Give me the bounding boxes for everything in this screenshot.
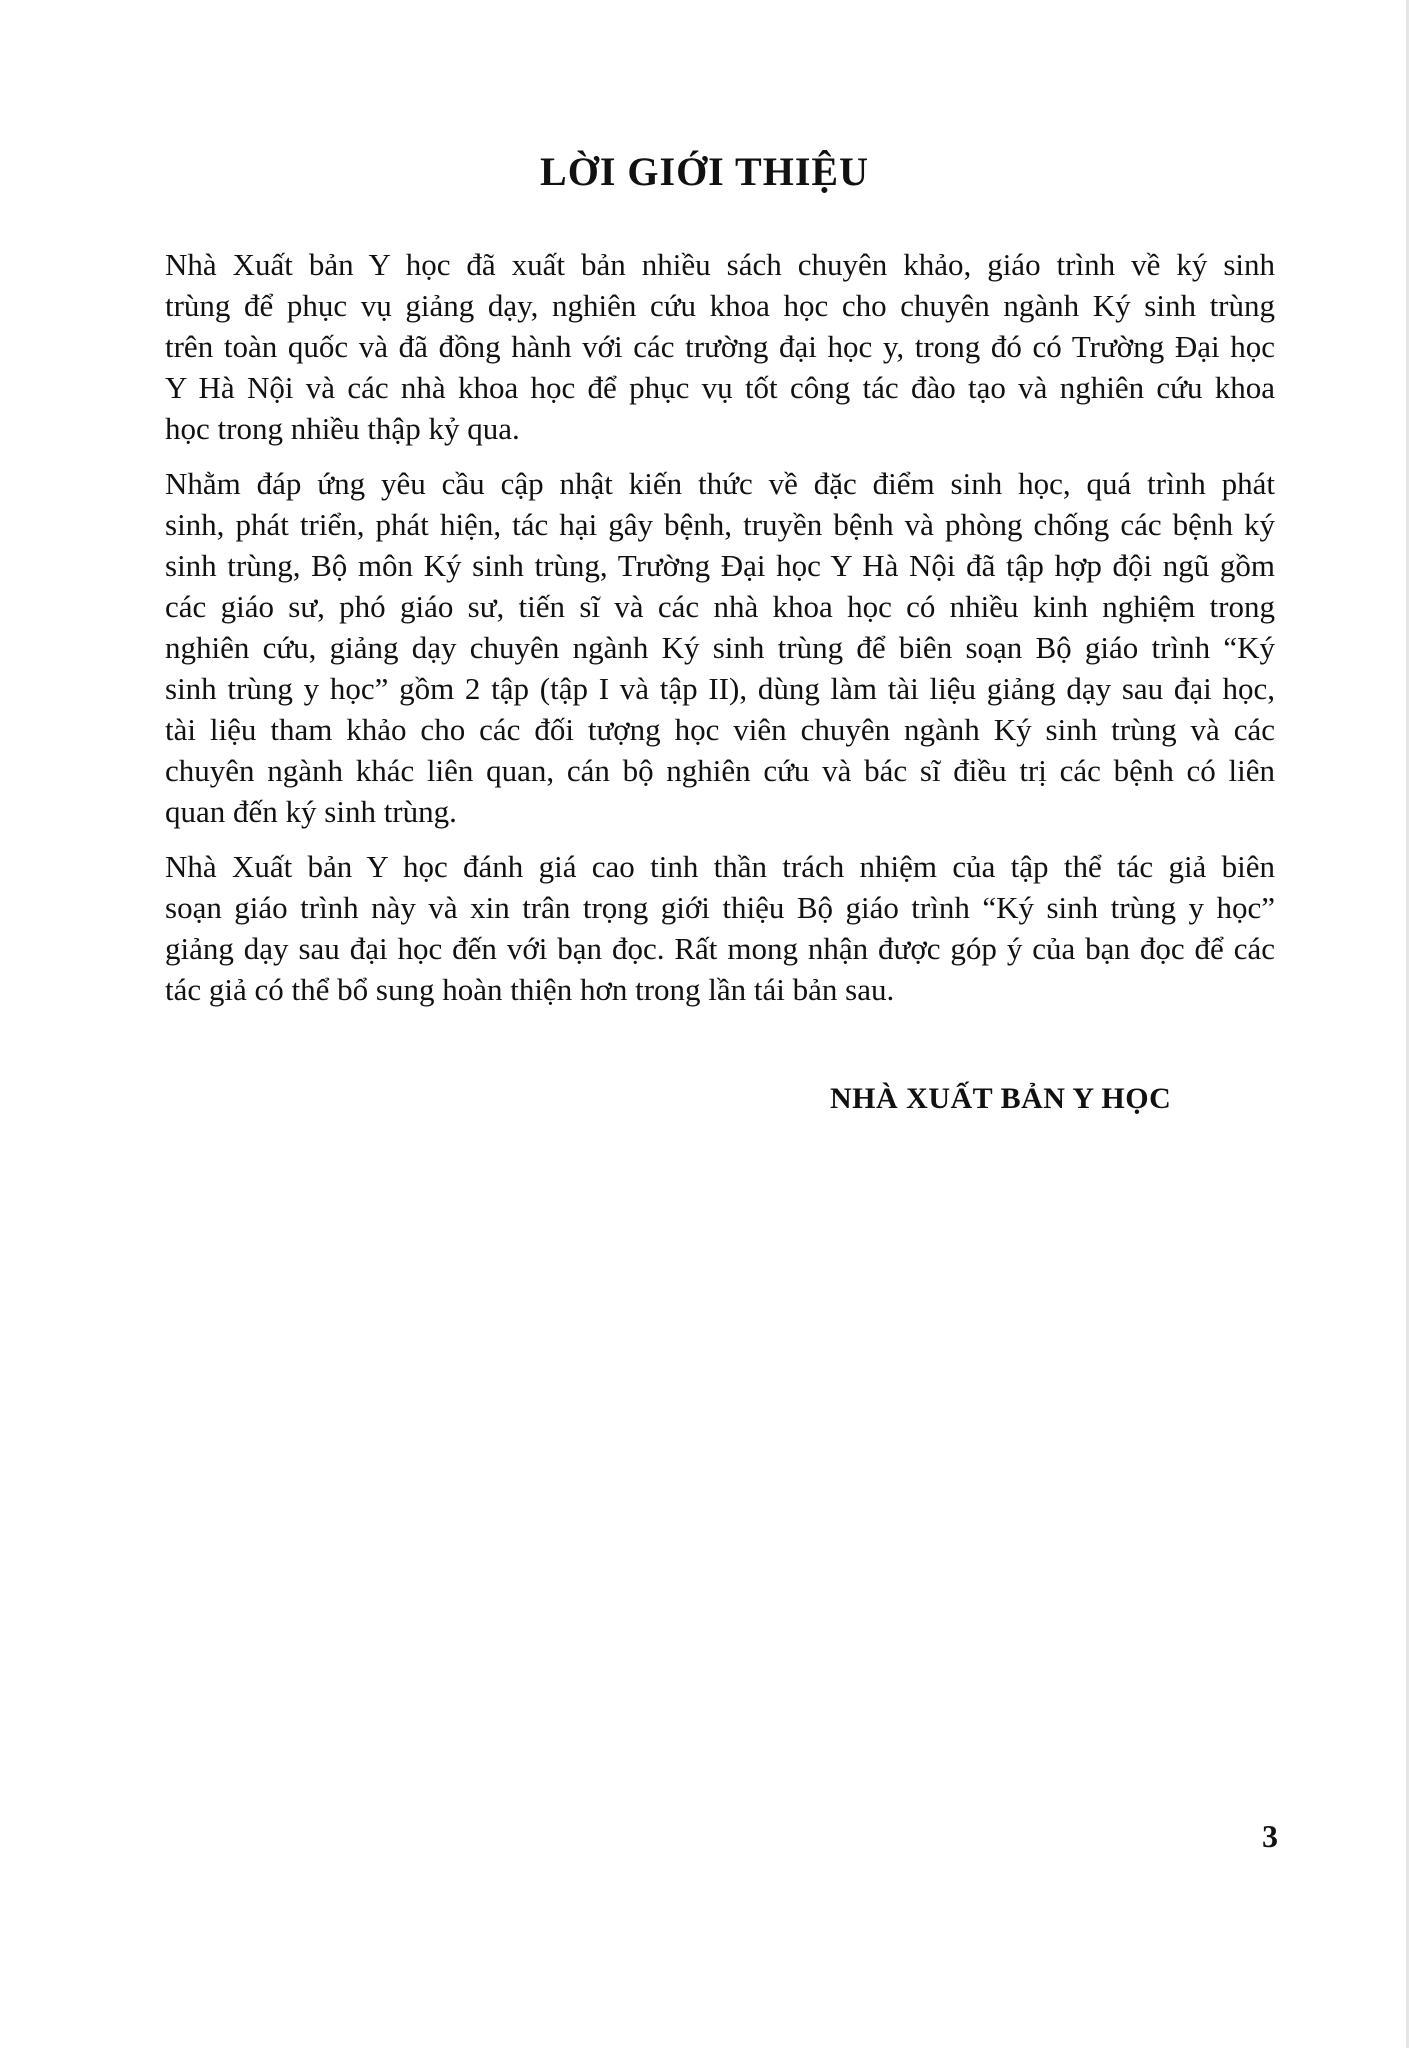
page-title: LỜI GIỚI THIỆU xyxy=(540,149,869,194)
paragraph-1 xyxy=(165,244,1275,449)
paragraph-line: tài liệu tham khảo cho các đối tượng học viên chuyên ngành Ký sinh trùng và các xyxy=(165,712,1275,747)
paragraph-line: quan đến ký sinh trùng. xyxy=(165,794,457,829)
body-text xyxy=(165,244,1275,1024)
paragraph-line: chuyên ngành khác liên quan, cán bộ nghiên cứu và bác sĩ điều trị các bệnh có liên xyxy=(165,753,1275,788)
paragraph-line: sinh trùng y học” gồm 2 tập (tập I và tập II), dùng làm tài liệu giảng dạy sau đại học, xyxy=(165,671,1275,706)
page-number: 3 xyxy=(1262,1818,1278,1854)
paragraph-line: tác giả có thể bổ sung hoàn thiện hơn trong lần tái bản sau. xyxy=(165,972,895,1007)
paragraph-line: soạn giáo trình này và xin trân trọng giới thiệu Bộ giáo trình “Ký sinh trùng y học” xyxy=(165,890,1275,925)
paragraph-line: sinh trùng, Bộ môn Ký sinh trùng, Trường Đại học Y Hà Nội đã tập hợp đội ngũ gồm xyxy=(165,548,1275,583)
paragraph-line: Nhằm đáp ứng yêu cầu cập nhật kiến thức về đặc điểm sinh học, quá trình phát xyxy=(165,466,1275,501)
paragraph-3 xyxy=(165,846,1275,1010)
publisher-signature: NHÀ XUẤT BẢN Y HỌC xyxy=(830,1082,1172,1115)
paragraph-line: nghiên cứu, giảng dạy chuyên ngành Ký sinh trùng để biên soạn Bộ giáo trình “Ký xyxy=(165,630,1275,665)
paragraph-line: Nhà Xuất bản Y học đánh giá cao tinh thần trách nhiệm của tập thể tác giả biên xyxy=(165,849,1275,884)
paragraph-line: giảng dạy sau đại học đến với bạn đọc. Rất mong nhận được góp ý của bạn đọc để các xyxy=(165,931,1275,966)
paragraph-line: Y Hà Nội và các nhà khoa học để phục vụ tốt công tác đào tạo và nghiên cứu khoa xyxy=(165,370,1275,405)
paragraph-line: Nhà Xuất bản Y học đã xuất bản nhiều sách chuyên khảo, giáo trình về ký sinh xyxy=(165,247,1275,282)
paragraph-line: trùng để phục vụ giảng dạy, nghiên cứu khoa học cho chuyên ngành Ký sinh trùng xyxy=(165,288,1275,323)
paragraph-line: trên toàn quốc và đã đồng hành với các trường đại học y, trong đó có Trường Đại học xyxy=(165,329,1275,364)
paragraph-line: học trong nhiều thập kỷ qua. xyxy=(165,411,520,446)
paragraph-line: các giáo sư, phó giáo sư, tiến sĩ và các nhà khoa học có nhiều kinh nghiệm trong xyxy=(165,589,1275,624)
paragraph-2 xyxy=(165,463,1275,832)
paragraph-line: sinh, phát triển, phát hiện, tác hại gây bệnh, truyền bệnh và phòng chống các bệnh ký xyxy=(165,507,1275,542)
